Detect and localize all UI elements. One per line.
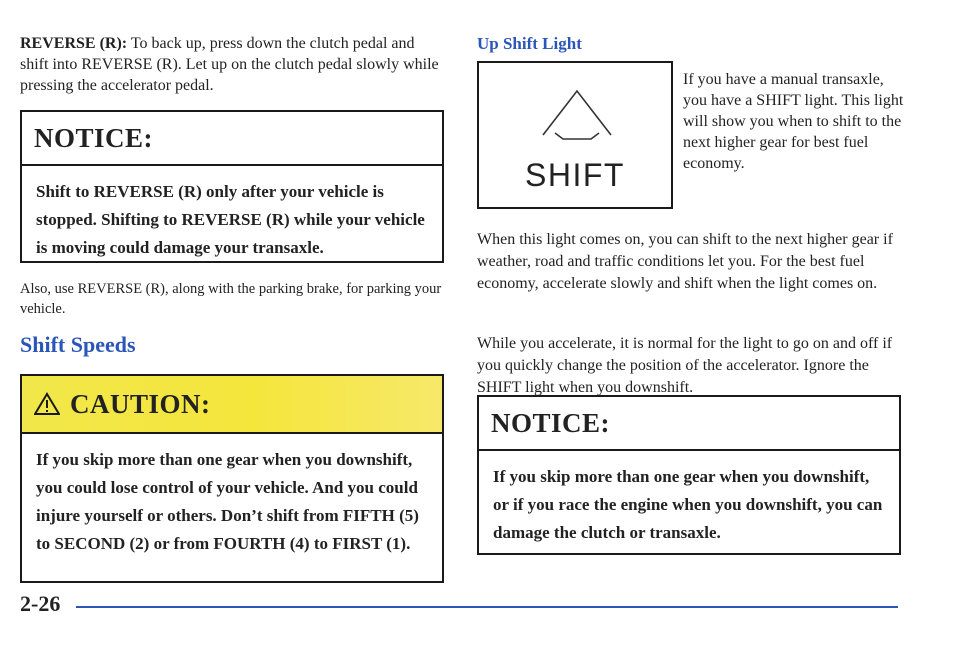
also-paragraph: Also, use REVERSE (R), along with the parking brake, for parking your vehicle. bbox=[20, 281, 442, 317]
shift-light-intro: If you have a manual transaxle, you have a SHIFT light. This light will show you when to shift to the next higher gear for best fuel economy. bbox=[683, 71, 904, 172]
left-column bbox=[20, 33, 444, 583]
notice-body: Shift to REVERSE (R) only after your vehicle is stopped. Shifting to REVERSE (R) while your vehicle is moving could damage your transaxle. bbox=[36, 182, 425, 257]
reverse-paragraph bbox=[20, 33, 444, 96]
shift-speeds-heading: Shift Speeds bbox=[20, 332, 136, 357]
notice-header bbox=[22, 112, 442, 166]
reverse-text: To back up, press down the clutch pedal and shift into REVERSE (R). Let up on the clutch pedal slowly while pressing the accelerator pedal. bbox=[20, 35, 439, 94]
notice-box-reverse bbox=[20, 110, 444, 263]
shift-light-label: SHIFT bbox=[525, 157, 625, 193]
caution-header bbox=[22, 376, 442, 434]
notice-box-clutch bbox=[477, 395, 901, 555]
up-shift-light-heading: Up Shift Light bbox=[477, 34, 582, 53]
caution-box bbox=[20, 374, 444, 583]
notice-title: NOTICE: bbox=[491, 407, 611, 438]
shift-light-illustration bbox=[477, 61, 673, 209]
right-column bbox=[477, 33, 907, 573]
page-number: 2-26 bbox=[20, 591, 61, 616]
shift-light-paragraph-2: While you accelerate, it is normal for the light to go on and off if you quickly change the position of the accelerator. Ignore the SHIFT light when you downshift. bbox=[477, 335, 893, 396]
notice-header bbox=[479, 397, 899, 451]
caution-body: If you skip more than one gear when you downshift, you could lose control of your vehicle. And you could injure yourself or others. Don’t shift from FIFTH (5) to SECOND (2) or from FOURTH (4) to FIRST (1). bbox=[36, 450, 419, 553]
caution-title: CAUTION: bbox=[70, 388, 211, 419]
reverse-term: REVERSE (R): bbox=[20, 35, 128, 52]
warning-triangle-icon bbox=[34, 392, 60, 416]
footer-rule bbox=[76, 606, 898, 608]
shift-light-paragraph-1: When this light comes on, you can shift to the next higher gear if weather, road and traffic conditions let you. For the best fuel economy, accelerate slowly and shift when the light comes on. bbox=[477, 231, 893, 292]
notice-title: NOTICE: bbox=[34, 122, 154, 153]
notice-body: If you skip more than one gear when you downshift, or if you race the engine when you downshift, you can damage the clutch or transaxle. bbox=[493, 467, 883, 542]
up-arrow-icon bbox=[537, 83, 617, 153]
